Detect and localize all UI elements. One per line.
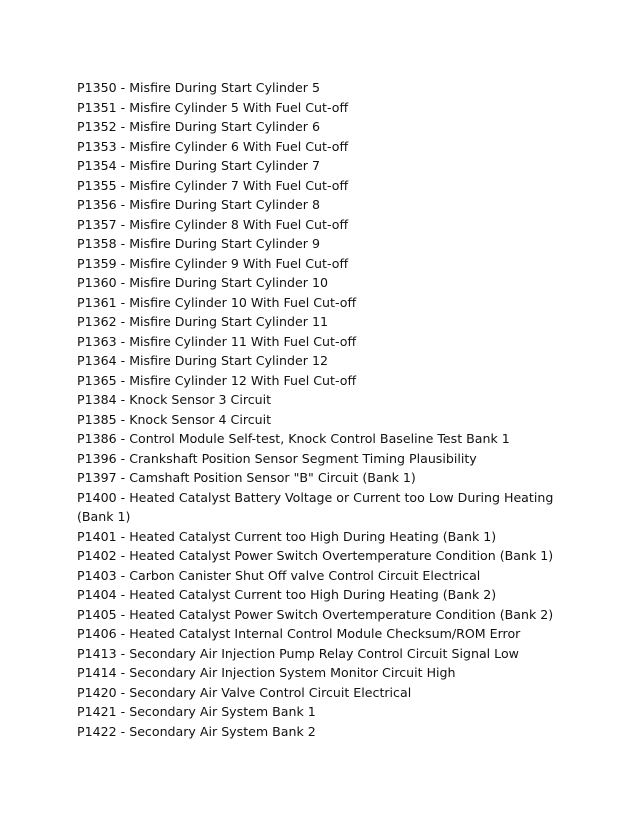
list-item: P1413 - Secondary Air Injection Pump Relay Control Circuit Signal Low bbox=[77, 645, 519, 661]
list-item: P1355 - Misfire Cylinder 7 With Fuel Cut-off bbox=[77, 177, 349, 193]
list-item: P1362 - Misfire During Start Cylinder 11 bbox=[77, 314, 328, 329]
list-item: P1363 - Misfire Cylinder 11 With Fuel Cut-off bbox=[77, 333, 357, 349]
list-item: P1385 - Knock Sensor 4 Circuit bbox=[77, 411, 272, 427]
list-item: P1384 - Knock Sensor 3 Circuit bbox=[77, 392, 272, 407]
list-item: P1352 - Misfire During Start Cylinder 6 bbox=[77, 119, 320, 134]
list-item: P1422 - Secondary Air System Bank 2 bbox=[77, 723, 316, 739]
list-item: P1396 - Crankshaft Position Sensor Segment Timing Plausibility bbox=[77, 450, 477, 466]
list-item: P1397 - Camshaft Position Sensor "B" Circuit (Bank 1) bbox=[77, 470, 416, 485]
list-item: P1420 - Secondary Air Valve Control Circuit Electrical bbox=[77, 684, 412, 700]
list-item: P1350 - Misfire During Start Cylinder 5 bbox=[77, 80, 320, 95]
list-item: P1386 - Control Module Self-test, Knock Control Baseline Test Bank 1 bbox=[77, 431, 510, 446]
list-item: P1354 - Misfire During Start Cylinder 7 bbox=[77, 158, 320, 173]
code-list bbox=[77, 78, 567, 741]
list-item: P1364 - Misfire During Start Cylinder 12 bbox=[77, 353, 328, 368]
list-item: P1402 - Heated Catalyst Power Switch Overtemperature Condition (Bank 1) bbox=[77, 548, 554, 563]
list-item: P1361 - Misfire Cylinder 10 With Fuel Cut-off bbox=[77, 294, 357, 310]
list-item: P1353 - Misfire Cylinder 6 With Fuel Cut-off bbox=[77, 138, 349, 154]
list-item: P1405 - Heated Catalyst Power Switch Overtemperature Condition (Bank 2) bbox=[77, 606, 554, 622]
list-item: P1358 - Misfire During Start Cylinder 9 bbox=[77, 236, 320, 251]
list-item: P1406 - Heated Catalyst Internal Control Module Checksum/ROM Error bbox=[77, 626, 521, 641]
list-item: P1414 - Secondary Air Injection System Monitor Circuit High bbox=[77, 665, 456, 680]
list-item: P1401 - Heated Catalyst Current too High During Heating (Bank 1) bbox=[77, 528, 497, 544]
list-item: P1351 - Misfire Cylinder 5 With Fuel Cut-off bbox=[77, 99, 349, 115]
list-item: P1357 - Misfire Cylinder 8 With Fuel Cut-off bbox=[77, 216, 349, 232]
list-item: P1360 - Misfire During Start Cylinder 10 bbox=[77, 275, 328, 290]
list-item: P1365 - Misfire Cylinder 12 With Fuel Cut-off bbox=[77, 372, 357, 388]
list-item: P1359 - Misfire Cylinder 9 With Fuel Cut-off bbox=[77, 255, 349, 271]
list-item: P1421 - Secondary Air System Bank 1 bbox=[77, 704, 316, 719]
list-item: P1356 - Misfire During Start Cylinder 8 bbox=[77, 197, 320, 212]
list-item: P1403 - Carbon Canister Shut Off valve Control Circuit Electrical bbox=[77, 567, 481, 583]
list-item: P1400 - Heated Catalyst Battery Voltage or Current too Low During Heating (Bank 1) bbox=[77, 489, 554, 524]
list-item: P1404 - Heated Catalyst Current too High During Heating (Bank 2) bbox=[77, 587, 497, 602]
